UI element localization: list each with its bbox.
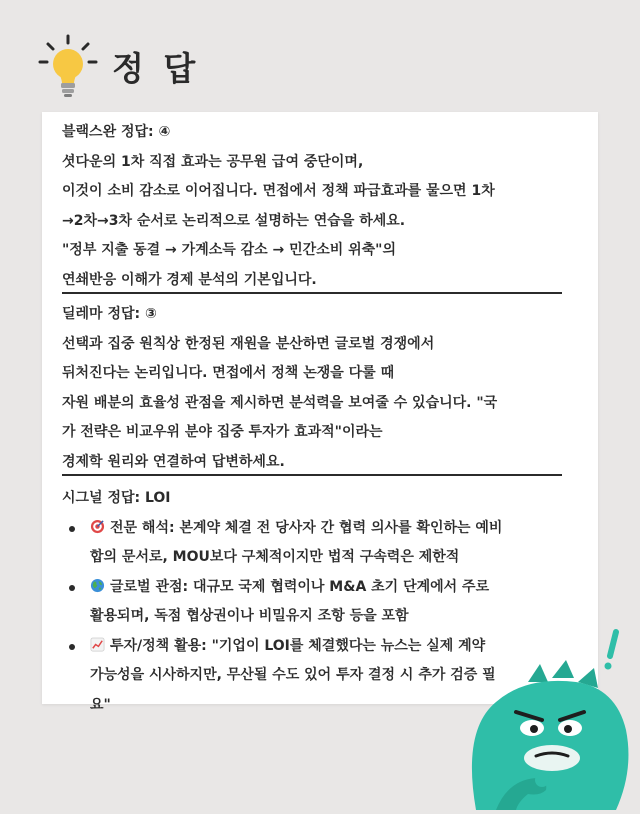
target-icon xyxy=(90,519,105,534)
section-blackswan xyxy=(62,118,582,295)
section-text: 연쇄반응 이해가 경제 분석의 기본입니다. xyxy=(62,271,317,288)
section-text: 셧다운의 1차 직접 효과는 공무원 급여 중단이며, xyxy=(62,153,364,170)
bullet-line: 요" xyxy=(90,696,111,713)
section-dilemma xyxy=(62,300,582,477)
bullet-line: 활용되며, 독점 협상권이나 비밀유지 조항 등을 포함 xyxy=(90,608,409,624)
divider xyxy=(62,292,562,294)
divider xyxy=(62,474,562,476)
section-text: 경제학 원리와 연결하여 답변하세요. xyxy=(62,453,285,470)
header xyxy=(38,34,199,98)
answer-card xyxy=(42,112,598,713)
section-heading: 블랙스완 정답: ④ xyxy=(62,124,171,140)
section-heading: 시그널 정답: LOI xyxy=(62,490,171,506)
section-text: 가 전략은 비교우위 분야 집중 투자가 효과적"이라는 xyxy=(62,424,383,440)
bullet-text: 투자/정책 활용: "기업이 LOI를 체결했다는 뉴스는 실제 계약 xyxy=(110,637,486,654)
page-title: 정 답 xyxy=(112,48,200,88)
bullet-line xyxy=(90,573,582,603)
lightbulb-icon xyxy=(38,34,98,98)
dinosaur-mascot-icon xyxy=(456,620,640,810)
section-text: 이것이 소비 감소로 이어집니다. 면접에서 정책 파급효과를 물으면 1차 xyxy=(62,183,495,199)
section-text: 뒤처진다는 논리입니다. 면접에서 정책 논쟁을 다룰 때 xyxy=(62,365,395,381)
list-item xyxy=(62,514,582,573)
bullet-text: 글로벌 관점: 대규모 국제 협력이나 M&A 초기 단계에서 주로 xyxy=(110,578,490,595)
section-heading: 딜레마 정답: ③ xyxy=(62,306,157,322)
section-text: 자원 배분의 효율성 관점을 제시하면 분석력을 보여줄 수 있습니다. "국 xyxy=(62,394,498,411)
section-text: 선택과 집중 원칙상 한정된 재원을 분산하면 글로벌 경쟁에서 xyxy=(62,335,435,352)
section-text: →2차→3차 순서로 논리적으로 설명하는 연습을 하세요. xyxy=(62,212,406,229)
globe-icon xyxy=(90,578,105,593)
section-text: "정부 지출 동결 → 가계소득 감소 → 민간소비 위축"의 xyxy=(62,242,396,258)
bullet-line: 합의 문서로, MOU보다 구체적이지만 법적 구속력은 제한적 xyxy=(90,549,460,565)
bullet-line xyxy=(90,514,582,544)
chart-up-icon xyxy=(90,637,105,652)
bullet-text: 전문 해석: 본계약 체결 전 당사자 간 협력 의사를 확인하는 예비 xyxy=(110,519,503,536)
bullet-line: 가능성을 시사하지만, 무산될 수도 있어 투자 결정 시 추가 검증 필 xyxy=(90,667,496,683)
